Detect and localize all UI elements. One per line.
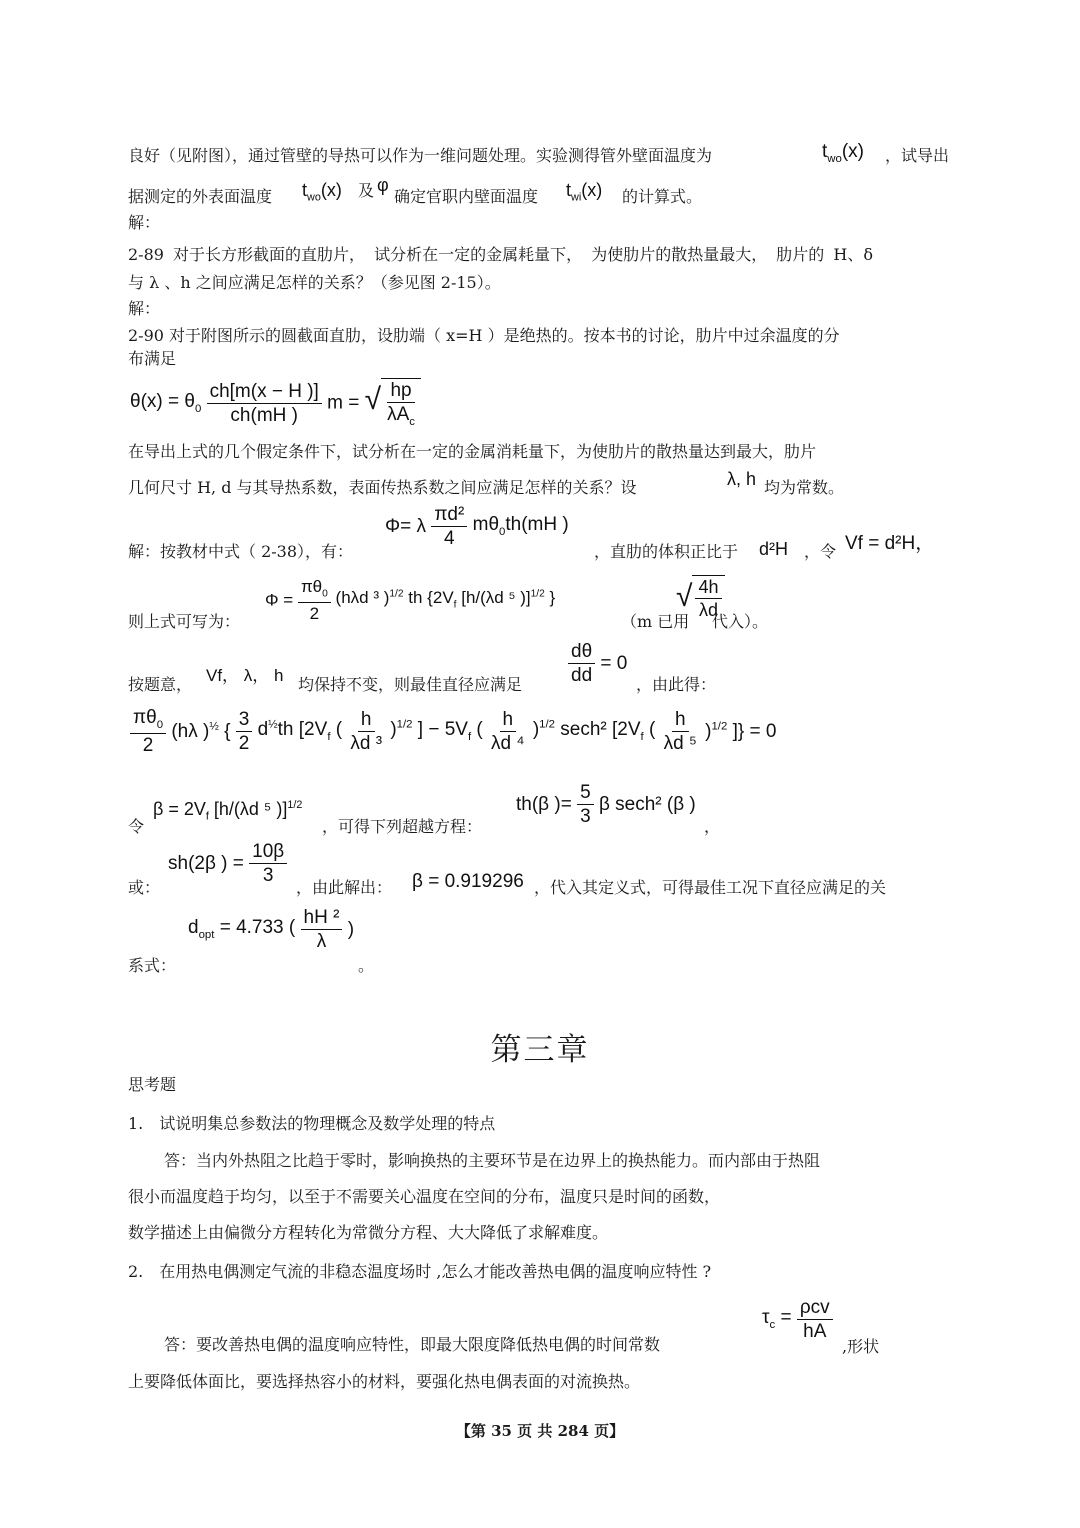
page-footer: 【第 35 页 共 284 页】 — [455, 1422, 625, 1440]
text-line: 解： — [128, 213, 161, 232]
math-vf: Vf = d²H， — [845, 533, 935, 554]
equation-derivative: $\frac{\pi\theta_0}{2}$ (hλ )$^{\frac{1}{2}}$ { $\frac{3}{2}$ $d^{\frac{1}{2}}th$ [$2V_f$ ( $\frac{h}{\text{λd ³}}$ )$^{1/2}$ ] − $5V_f$ ( $\frac{h}{\text{λd ⁴}}$ )$^{1/2}$ sech² [$2V_f$ ( $\frac{h}{\text{λd ⁵}}$ )$^{1/2}$ ]} = 0 — [130, 708, 776, 755]
text-line: 的计算式。 — [622, 187, 703, 206]
problem-2-89: 2-89 对于长方形截面的直肋片， 试分析在一定的金属耗量下， 为使肋片的散热量最大， 肋片的 H、δ — [128, 245, 873, 264]
math-sqrt-4h: √ $\frac{4h}{\lambda d}$ — [676, 575, 725, 619]
question-2: 2. 在用热电偶测定气流的非稳态温度场时 ,怎么才能改善热电偶的温度响应特性 ? — [128, 1262, 712, 1281]
chapter-title: 第三章 — [490, 1032, 590, 1068]
math-two-x: $t_{wo}(x)$ — [302, 180, 342, 204]
text-line: ，由此得： — [636, 675, 717, 694]
math-d2h: d²H — [759, 539, 789, 559]
text-line: ，令 — [804, 542, 837, 561]
equation-phi: Φ= λ $\frac{\text{πd²}}{4}$ $m\theta_0th(mH$ ) — [385, 504, 569, 549]
answer-1-line: 答：当内外热阻之比趋于零时，影响换热的主要环节是在边界上的换热能力。而内部由于热阻 — [164, 1151, 821, 1170]
section-heading: 思考题 — [128, 1075, 177, 1094]
math-beta-def: $\beta = 2V_f$ [h/(λd ⁵ )]$^{1/2}$ — [153, 799, 303, 823]
text-line: ，试导出 — [885, 146, 950, 165]
math-beta-value: β = 0.919296 — [412, 871, 524, 892]
equation-transcendental: th(β )= $\frac{5}{3}$ β sech² (β ) — [516, 782, 696, 827]
question-1: 1. 试说明集总参数法的物理概念及数学处理的特点 — [128, 1114, 496, 1133]
equation-dtheta-dd: $\frac{d\theta}{dd}$ = 0 — [568, 642, 627, 685]
equation-d-opt: $d_{opt} = 4.733$ ( $\frac{\text{hH ²}}{\lambda}$ ) — [188, 907, 355, 952]
text-line: 系式： — [128, 956, 177, 975]
text-line: ，直肋的体积正比于 — [594, 542, 739, 561]
text-line: 按题意， — [128, 675, 193, 694]
text-line: 确定官职内壁面温度 — [394, 187, 539, 206]
text-line: ，可得下列超越方程： — [322, 817, 483, 836]
text-line: 令 — [128, 817, 145, 836]
math-twi-x: $t_{wi}(x)$ — [566, 180, 603, 204]
text-line: （m 已用 — [621, 612, 690, 631]
text-line — [128, 146, 712, 166]
problem-2-90: 2-90 对于附图所示的圆截面直肋，设肋端（ x=H ）是绝热的。按本书的讨论，肋片中过余温度的分 — [128, 326, 840, 345]
equation-phi-rewritten: Φ = $\frac{\pi\theta_0}{2}$ (hλd ³ )$^{1/2}$ th {$2V_f$ [h/(λd ⁵ )]$^{1/2}$ } — [265, 577, 556, 623]
text-line: 解：按教材中式（ 2-38），有： — [128, 542, 354, 561]
equation-tau-c: $\tau_c$ = $\frac{\text{ρcv}}{hA}$ — [762, 1298, 833, 1341]
text-line: 在导出上式的几个假定条件下，试分析在一定的金属消耗量下，为使肋片的散热量达到最大，肋片 — [128, 442, 817, 461]
text-line: 布满足 — [128, 349, 177, 368]
answer-2-line: 上要降低体面比，要选择热容小的材料，要强化热电偶表面的对流换热。 — [128, 1372, 641, 1391]
math-phi: φ — [377, 175, 389, 195]
text-line: 均保持不变，则最佳直径应满足 — [298, 675, 523, 694]
equation-theta: $\theta(x) = \theta_0$ $\frac{ch[m(x - H )]}{ch(mH )}$ m = √ $\frac{hp}{\lambda A_c}$ — [130, 378, 421, 428]
text-line: ，代入其定义式，可得最佳工况下直径应满足的关 — [534, 878, 887, 897]
math-vf-lambda-h: Vf， λ， h — [206, 666, 284, 685]
equation-sh: sh(2β ) = $\frac{10\beta}{3}$ — [168, 842, 287, 885]
text-line: ，由此解出： — [296, 878, 393, 897]
text-line: 均为常数。 — [764, 478, 845, 497]
math-two-x: $t_{wo}(x)$ — [822, 141, 864, 165]
text-line: 代入）。 — [712, 612, 769, 631]
text-line: 。 — [358, 956, 375, 975]
text-line: ,形状 — [842, 1337, 880, 1356]
text-line: 则上式可写为： — [128, 612, 241, 631]
text-line: 或： — [128, 878, 161, 897]
answer-2-line: 答：要改善热电偶的温度响应特性，即最大限度降低热电偶的时间常数 — [164, 1335, 661, 1354]
text-line: 几何尺寸 H, d 与其导热系数，表面传热系数之间应满足怎样的关系？设 — [128, 478, 637, 497]
text: 良好（见附图），通过管壁的导热可以作为一维问题处理。实验测得管外壁面温度为 — [128, 146, 713, 165]
text-and: 及 — [358, 181, 375, 200]
answer-1-line: 很小而温度趋于均匀，以至于不需要关心温度在空间的分布，温度只是时间的函数， — [128, 1187, 721, 1206]
text-line: 据测定的外表面温度 — [128, 187, 273, 206]
math-lambda-h: λ, h — [727, 469, 757, 489]
text-line: 与 λ 、h 之间应满足怎样的关系？（参见图 2-15）。 — [128, 273, 501, 292]
text-line: ， — [704, 817, 721, 836]
text-line: 解： — [128, 299, 161, 318]
answer-1-line: 数学描述上由偏微分方程转化为常微分方程、大大降低了求解难度。 — [128, 1223, 609, 1242]
